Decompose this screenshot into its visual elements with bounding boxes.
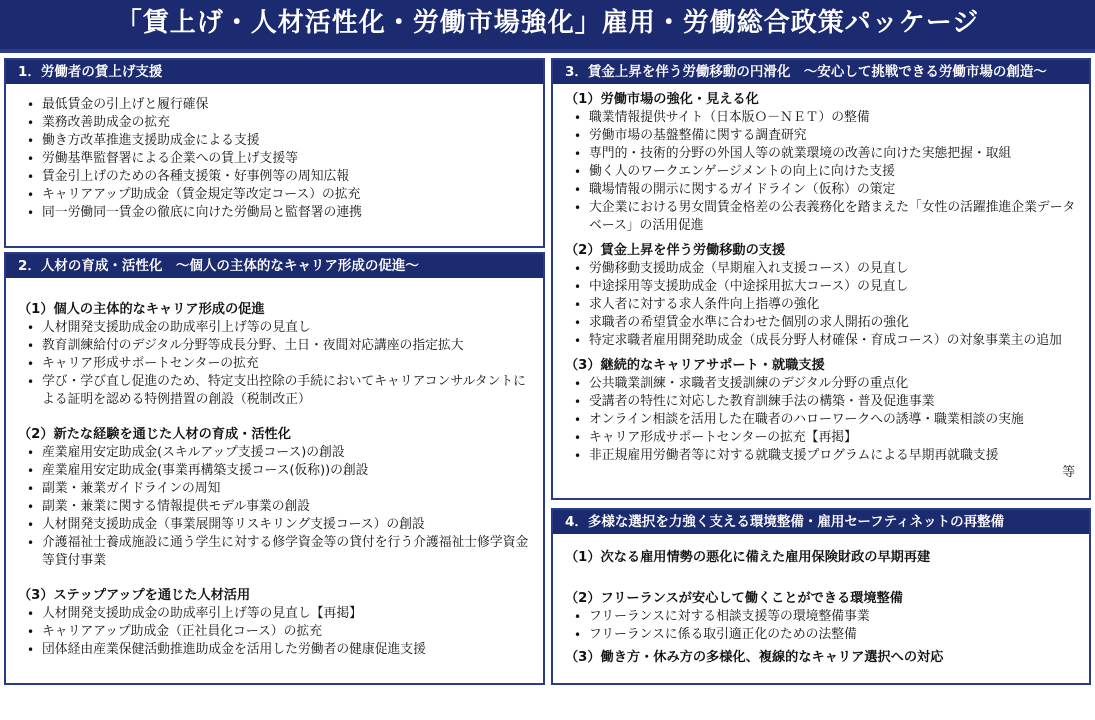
list-item: • 賃金引上げのための各種支援策・好事例等の周知広報	[16, 168, 533, 186]
section-1-list	[16, 96, 533, 222]
list-item: • 特定求職者雇用開発助成金（成長分野人材確保・育成コース）の対象事業主の追加	[563, 332, 1079, 350]
list-item: • 非正規雇用労働者等に対する就職支援プログラムによる早期再就職支援	[563, 447, 1079, 465]
list-item: • 人材開発支援助成金の助成率引上げ等の見直し【再掲】	[16, 605, 533, 623]
section-3-heading: 3．賃金上昇を伴う労働移動の円滑化 ～安心して挑戦できる労働市場の創造～	[553, 60, 1089, 84]
list-item: • 人材開発支援助成金（事業展開等リスキリング支援コース）の創設	[16, 516, 533, 534]
list-item: • キャリア形成サポートセンターの拡充	[16, 355, 533, 373]
section-3-group-2-list	[563, 260, 1079, 350]
list-item: • 求人者に対する求人条件向上指導の強化	[563, 296, 1079, 314]
list-item: • 職場情報の開示に関するガイドライン（仮称）の策定	[563, 181, 1079, 199]
section-3-subheading-3: （3）継続的なキャリアサポート・就職支援	[565, 358, 825, 373]
list-item: • 公共職業訓練・求職者支援訓練のデジタル分野の重点化	[563, 375, 1079, 393]
list-item: • 介護福祉士養成施設に通う学生に対する修学資金等の貸付を行う介護福祉士修学資金等貸付事業	[16, 534, 533, 570]
section-3-group-3-list	[563, 375, 1079, 465]
section-4-group-2-list	[563, 608, 1079, 644]
list-item: • 求職者の希望賃金水準に合わせた個別の求人開拓の強化	[563, 314, 1079, 332]
list-item: • 働く人のワークエンゲージメントの向上に向けた支援	[563, 163, 1079, 181]
list-item: • 受講者の特性に対応した教育訓練手法の構築・普及促進事業	[563, 393, 1079, 411]
section-2-group-3-list	[16, 605, 533, 659]
list-item: • 中途採用等支援助成金（中途採用拡大コース）の見直し	[563, 278, 1079, 296]
list-item: • 人材開発支援助成金の助成率引上げ等の見直し	[16, 319, 533, 337]
section-3-subheading-2: （2）賃金上昇を伴う労働移動の支援	[565, 243, 786, 258]
section-2-subheading-1: （1）個人の主体的なキャリア形成の促進	[18, 302, 265, 317]
section-4-panel	[551, 508, 1091, 685]
list-item: • 専門的・技術的分野の外国人等の就業環境の改善に向けた実態把握・取組	[563, 145, 1079, 163]
list-item: • 労働移動支援助成金（早期雇入れ支援コース）の見直し	[563, 260, 1079, 278]
list-item: • キャリア形成サポートセンターの拡充【再掲】	[563, 429, 1079, 447]
list-item: • 副業・兼業に関する情報提供モデル事業の創設	[16, 498, 533, 516]
list-item: • 産業雇用安定助成金(事業再構築支援コース(仮称))の創設	[16, 462, 533, 480]
title-underline	[0, 49, 1095, 53]
section-2-subheading-2: （2）新たな経験を通じた人材の育成・活性化	[18, 427, 291, 442]
list-item: • 最低賃金の引上げと履行確保	[16, 96, 533, 114]
section-3-panel	[551, 58, 1091, 500]
list-item: • 職業情報提供サイト（日本版Ｏ－ＮＥＴ）の整備	[563, 109, 1079, 127]
section-1-heading: 1．労働者の賃上げ支援	[6, 60, 543, 84]
list-item: • フリーランスに対する相談支援等の環境整備事業	[563, 608, 1079, 626]
section-4-subheading-2: （2）フリーランスが安心して働くことができる環境整備	[565, 591, 903, 606]
page-title: 「賃上げ・人材活性化・労働市場強化」雇用・労働総合政策パッケージ	[0, 0, 1095, 50]
list-item: • 副業・兼業ガイドラインの周知	[16, 480, 533, 498]
list-item: • キャリアアップ助成金（正社員化コース）の拡充	[16, 623, 533, 641]
list-item: • 大企業における男女間賃金格差の公表義務化を踏まえた「女性の活躍推進企業データベース」の活用促進	[563, 199, 1079, 235]
section-4-heading: 4．多様な選択を力強く支える環境整備・雇用セーフティネットの再整備	[553, 510, 1089, 534]
list-item: • 同一労働同一賃金の徹底に向けた労働局と監督署の連携	[16, 204, 533, 222]
list-item: • 業務改善助成金の拡充	[16, 114, 533, 132]
list-item: • 産業雇用安定助成金(スキルアップ支援コース)の創設	[16, 444, 533, 462]
section-3-group-1-list	[563, 109, 1079, 235]
etcetera-note: 等	[1062, 465, 1075, 480]
section-3-subheading-1: （1）労働市場の強化・見える化	[565, 92, 759, 107]
list-item: • 教育訓練給付のデジタル分野等成長分野、土日・夜間対応講座の指定拡大	[16, 337, 533, 355]
section-2-heading: 2．人材の育成・活性化 ～個人の主体的なキャリア形成の促進～	[6, 254, 543, 278]
section-2-group-1-list	[16, 319, 533, 409]
list-item: • 団体経由産業保健活動推進助成金を活用した労働者の健康促進支援	[16, 641, 533, 659]
section-2-subheading-3: （3）ステップアップを通じた人材活用	[18, 588, 251, 603]
section-2-panel	[4, 252, 545, 685]
list-item: • 学び・学び直し促進のため、特定支出控除の手続においてキャリアコンサルタントによる証明を認める特例措置の創設（税制改正）	[16, 373, 533, 409]
section-4-subheading-3: （3）働き方・休み方の多様化、複線的なキャリア選択への対応	[565, 650, 944, 665]
list-item: • 働き方改革推進支援助成金による支援	[16, 132, 533, 150]
list-item: • フリーランスに係る取引適正化のための法整備	[563, 626, 1079, 644]
list-item: • 労働基準監督署による企業への賃上げ支援等	[16, 150, 533, 168]
section-2-group-2-list	[16, 444, 533, 570]
section-4-subheading-1: （1）次なる雇用情勢の悪化に備えた雇用保険財政の早期再建	[565, 550, 931, 565]
list-item: • キャリアアップ助成金（賃金規定等改定コース）の拡充	[16, 186, 533, 204]
section-1-panel	[4, 58, 545, 248]
list-item: • オンライン相談を活用した在職者のハローワークへの誘導・職業相談の実施	[563, 411, 1079, 429]
list-item: • 労働市場の基盤整備に関する調査研究	[563, 127, 1079, 145]
